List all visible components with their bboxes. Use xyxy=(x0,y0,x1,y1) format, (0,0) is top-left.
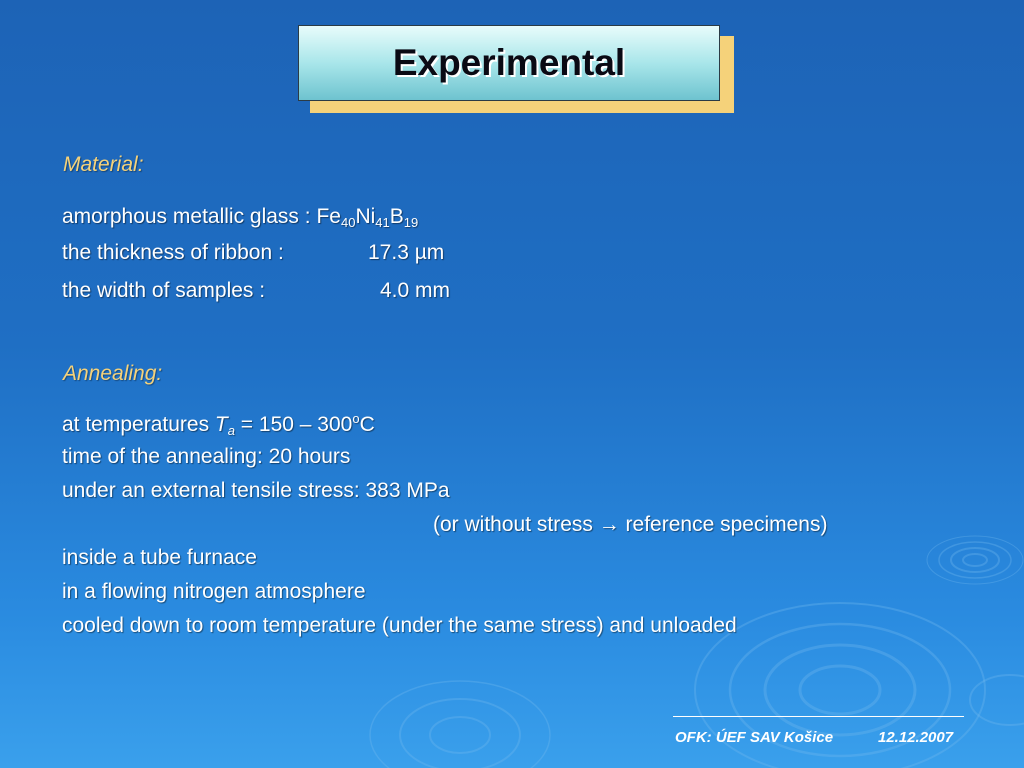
annealing-time-line: time of the annealing: 20 hours xyxy=(62,445,351,468)
furnace-line: inside a tube furnace xyxy=(62,546,257,569)
temperature-unit: C xyxy=(359,413,375,436)
formula-b-subscript: 19 xyxy=(403,215,419,230)
width-label: the width of samples : xyxy=(62,279,266,302)
temperature-symbol: T xyxy=(214,413,228,436)
stress-alternative-line: (or without stress → reference specimens) xyxy=(433,513,828,536)
temperature-value: = 150 – 300 xyxy=(234,413,353,436)
glass-composition-line xyxy=(62,205,418,230)
atmosphere-line: in a flowing nitrogen atmosphere xyxy=(62,580,366,603)
thickness-label: the thickness of ribbon : xyxy=(62,241,284,264)
formula-ni: Ni xyxy=(355,205,376,228)
annealing-heading: Annealing: xyxy=(63,362,163,385)
width-line xyxy=(62,279,562,303)
thickness-line xyxy=(62,241,562,265)
footer-divider xyxy=(673,716,964,717)
cooling-line: cooled down to room temperature (under the same stress) and unloaded xyxy=(62,614,737,637)
degree-sign: o xyxy=(352,411,360,426)
temperature-subscript: a xyxy=(227,423,235,438)
temperature-prefix: at temperatures xyxy=(62,413,215,436)
title-box xyxy=(298,25,720,101)
formula-b: B xyxy=(389,205,404,228)
material-heading: Material: xyxy=(63,153,144,176)
footer-institution: OFK: ÚEF SAV Košice xyxy=(675,729,834,746)
thickness-value: 17.3 µm xyxy=(368,241,445,264)
stress-line: under an external tensile stress: 383 MPa xyxy=(62,479,450,502)
formula-ni-subscript: 41 xyxy=(375,215,390,230)
formula-fe: Fe xyxy=(316,205,341,228)
glass-label: amorphous metallic glass : xyxy=(62,205,317,228)
width-value: 4.0 mm xyxy=(380,279,451,302)
temperature-line xyxy=(62,411,375,438)
formula-fe-subscript: 40 xyxy=(340,215,356,230)
footer-date: 12.12.2007 xyxy=(878,729,954,746)
page-title: Experimental xyxy=(392,42,626,83)
